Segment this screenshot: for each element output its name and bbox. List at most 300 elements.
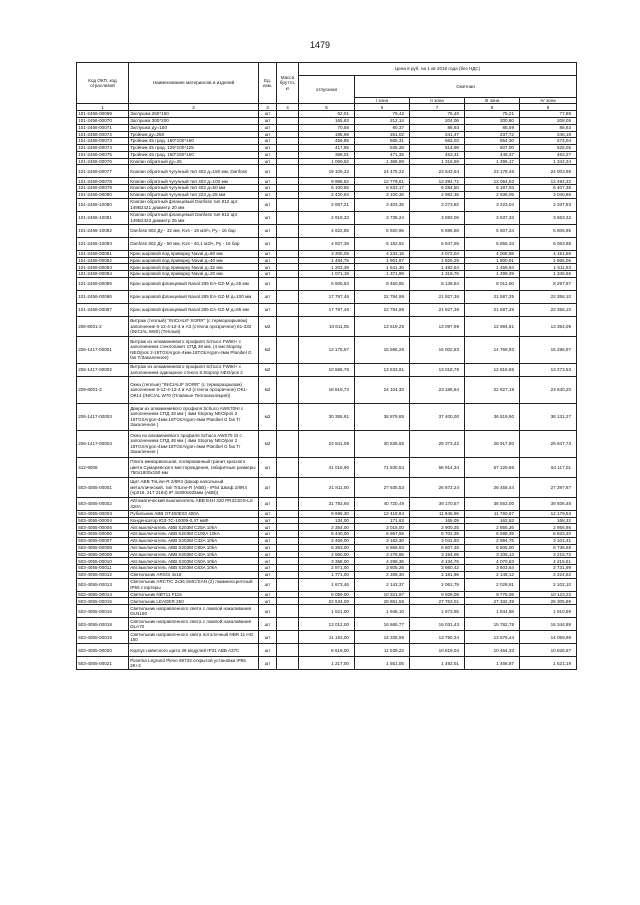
price-zone-2: 10 619,04 (410, 644, 465, 657)
price-zone-3: 3 537,33 (465, 211, 520, 224)
item-code: 101-2456-00087 (77, 303, 129, 316)
item-name: Плита мемориальная, полированный гранит красного цвета Сумаревского месторождения, габаритные размеры 750х1800х150 мм (129, 457, 259, 477)
item-mass (277, 510, 299, 517)
price-zone-2: 3 041,93 (410, 538, 465, 545)
header-price-title: Цена в руб. на 1 кв 2018 года (без НДС) (299, 63, 577, 76)
price-zone-4: 168,32 (520, 517, 577, 524)
price-zone-3: 5 855,33 (465, 237, 520, 250)
item-unit: шт (259, 151, 277, 158)
table-row (77, 363, 577, 376)
price-zone-1: 2 268,30 (355, 571, 410, 578)
price-zone-3: 12 894,81 (465, 316, 520, 336)
item-mass (277, 303, 299, 316)
item-code: 101-2456-00081 (77, 250, 129, 257)
price-zone-3: 1 844,88 (465, 605, 520, 618)
column-number: 4 (277, 104, 299, 111)
item-unit: шт (259, 271, 277, 278)
item-code: 503-4055-00012 (77, 571, 129, 578)
item-name: Заглушка ду=150 (129, 124, 259, 131)
table-row (77, 336, 577, 363)
price-zone-4: 3 731,99 (520, 565, 577, 572)
item-unit: шт (259, 644, 277, 657)
price-zone-4: 22 356,10 (520, 303, 577, 316)
price-zone-2: 5 947,59 (410, 237, 465, 250)
item-mass (277, 250, 299, 257)
price-release: 165,63 (299, 117, 355, 124)
price-zone-3: 200,90 (465, 117, 520, 124)
price-zone-2: 204,06 (410, 117, 465, 124)
price-zone-2: 2 061,79 (410, 578, 465, 591)
table-row (77, 224, 577, 237)
price-zone-1: 71 630,54 (355, 457, 410, 477)
price-zone-4: 14 059,98 (520, 631, 577, 644)
item-unit: шт (259, 303, 277, 316)
item-mass (277, 457, 299, 477)
price-release: 12 175,97 (299, 336, 355, 363)
price-zone-3: 12 064,63 (465, 178, 520, 185)
price-release: 11 193,00 (299, 631, 355, 644)
price-zone-2: 2 982,35 (410, 191, 465, 198)
price-zone-2: 6 607,48 (410, 544, 465, 551)
price-zone-3: 26 455,44 (465, 477, 520, 497)
item-unit: шт (259, 544, 277, 551)
item-unit: шт (259, 138, 277, 145)
price-zone-2: 13 018,78 (410, 363, 465, 376)
item-unit: шт (259, 117, 277, 124)
table-row (77, 290, 577, 303)
item-code: 503-4055-00002 (77, 497, 129, 510)
price-zone-3: 3 223,04 (465, 198, 520, 211)
table-row (77, 198, 577, 211)
price-zone-3: 2 994,75 (465, 538, 520, 545)
column-number: 1 (77, 104, 129, 111)
price-zone-3: 38 563,00 (465, 497, 520, 510)
price-zone-4: 13 354,09 (520, 316, 577, 336)
item-code: 503-4055-00001 (77, 477, 129, 497)
item-unit: шт (259, 250, 277, 257)
table-row (77, 497, 577, 510)
price-release: 417,95 (299, 145, 355, 152)
item-mass (277, 618, 299, 631)
item-name: Авт.выключатель ABB S203M C80A 10kA (129, 544, 259, 551)
table-row (77, 124, 577, 131)
price-release: 456,89 (299, 138, 355, 145)
price-zone-1: 171,63 (355, 517, 410, 524)
item-unit: шт (259, 524, 277, 531)
price-zone-2: 453,41 (410, 151, 465, 158)
price-zone-2: 6 702,35 (410, 531, 465, 538)
price-zone-1: 4 298,36 (355, 558, 410, 565)
price-zone-1: 30 536,65 (355, 430, 410, 457)
header-name: Наименование материалов и изделий (129, 63, 259, 104)
price-release: 1 521,00 (299, 605, 355, 618)
price-zone-2: 3 273,82 (410, 198, 465, 211)
table-row (77, 517, 577, 524)
item-unit: шт (259, 158, 277, 165)
price-zone-2: 5 695,58 (410, 224, 465, 237)
item-unit: шт (259, 264, 277, 271)
price-release: 195,99 (299, 131, 355, 138)
price-zone-1: 90,37 (355, 124, 410, 131)
item-name: Кран шаровой под приварку Naval д=80 мм (129, 250, 259, 257)
price-release: 62,01 (299, 111, 355, 118)
item-name: Кран шаровой фланцевый Naval 285 EA-GZ-M д=100 мм (129, 290, 259, 303)
price-zone-4: 1 345,56 (520, 271, 577, 278)
item-mass (277, 124, 299, 131)
price-release: 31 793,60 (299, 497, 355, 510)
item-code: 503-4055-00010 (77, 558, 129, 565)
price-zone-3: 6 505,00 (465, 544, 520, 551)
item-code: 503-4055-00008 (77, 544, 129, 551)
price-zone-4: 3 101,41 (520, 538, 577, 545)
header-unit: Ед. изм. (259, 63, 277, 104)
price-zone-4: 4 215,61 (520, 558, 577, 565)
table-row (77, 257, 577, 264)
item-mass (277, 571, 299, 578)
price-zone-3: 5 607,24 (465, 224, 520, 237)
price-zone-1: 212,14 (355, 117, 410, 124)
price-zone-1: 2 143,37 (355, 578, 410, 591)
item-mass (277, 185, 299, 192)
price-release: 19 109,32 (299, 165, 355, 178)
item-mass (277, 403, 299, 430)
price-zone-1: 16 665,77 (355, 618, 410, 631)
item-code: 206-1417-00002 (77, 363, 129, 376)
price-release: 70,56 (299, 124, 355, 131)
price-zone-2: 68 914,34 (410, 457, 465, 477)
price-zone-2: 27 763,01 (410, 598, 465, 605)
price-zone-3: 2 855,26 (465, 524, 520, 531)
item-mass (277, 631, 299, 644)
price-zone-3: 14 769,93 (465, 336, 520, 363)
price-zone-1: 3 735,24 (355, 211, 410, 224)
item-name: Витраж из алюминиевого профиля Schuco FW50+ с заполнением одинарное стекло 8 Stopray NEO/pos 2 (129, 363, 259, 376)
table-row (77, 191, 577, 198)
header-zone-1: I зона (355, 97, 410, 104)
item-code: 503-4055-00015 (77, 598, 129, 605)
item-unit: шт (259, 165, 277, 178)
item-code: 101-2456-00075 (77, 151, 129, 158)
item-code: 101-2456-00080 (77, 191, 129, 198)
item-name: Светильник NBT11 F115 (129, 591, 259, 598)
item-name: Корпус навесного щита 36 модулей IP31 ABB A37C (129, 644, 259, 657)
table-row (77, 551, 577, 558)
item-unit: шт (259, 145, 277, 152)
item-code: 503-4055-00003 (77, 510, 129, 517)
item-unit: шт (259, 185, 277, 192)
price-zone-4: 1 521,19 (520, 657, 577, 670)
item-unit: шт (259, 211, 277, 224)
price-zone-3: 8 012,60 (465, 277, 520, 290)
price-table-body (77, 111, 577, 670)
item-code: 503-4055-00007 (77, 538, 129, 545)
table-row (77, 571, 577, 578)
column-number: 3 (259, 104, 277, 111)
item-unit: шт (259, 657, 277, 670)
price-zone-3: 4 070,63 (465, 558, 520, 565)
item-code: 101-2456-00082 (77, 257, 129, 264)
item-unit: шт (259, 571, 277, 578)
item-code: 101-2456-10081 (77, 211, 129, 224)
item-code: 503-4055-00018 (77, 618, 129, 631)
price-zone-4: 23 640,20 (520, 376, 577, 403)
table-row (77, 598, 577, 605)
item-code: 503-4055-00006 (77, 531, 129, 538)
table-row (77, 316, 577, 336)
table-row (77, 145, 577, 152)
price-zone-4: 24 003,98 (520, 165, 577, 178)
price-zone-1: 5 920,95 (355, 224, 410, 237)
price-zone-4: 77,89 (520, 111, 577, 118)
price-release: 23 841,08 (299, 430, 355, 457)
price-zone-2: 4 072,04 (410, 250, 465, 257)
price-zone-1: 251,02 (355, 131, 410, 138)
item-mass (277, 316, 299, 336)
item-mass (277, 657, 299, 670)
column-number: 6 (355, 104, 410, 111)
item-name: Кран шаровой под приварку Naval д=20 мм (129, 271, 259, 278)
item-code: 206-1417-00004 (77, 430, 129, 457)
price-zone-4: 208,05 (520, 117, 577, 124)
price-release: 4 622,85 (299, 224, 355, 237)
price-zone-4: 27 397,67 (520, 477, 577, 497)
price-zone-1: 13 619,25 (355, 316, 410, 336)
price-zone-2: 165,09 (410, 517, 465, 524)
price-zone-2: 241,47 (410, 131, 465, 138)
price-zone-1: 24 104,30 (355, 376, 410, 403)
price-zone-3: 85,59 (465, 124, 520, 131)
price-zone-1: 1 551,05 (355, 657, 410, 670)
item-name: Кран шаровой под приварку Naval д=40 мм (129, 257, 259, 264)
item-name: Авт.выключатель ABB S203M C25A 10kA (129, 524, 259, 531)
item-code: 206-1417-00003 (77, 403, 129, 430)
price-zone-4: 16 344,89 (520, 618, 577, 631)
item-name: Тройник 45 град. 125*100*125 (129, 145, 259, 152)
item-code: 101-2456-00073 (77, 138, 129, 145)
price-zone-3: 36 819,90 (465, 403, 520, 430)
price-release: 4 827,39 (299, 237, 355, 250)
price-zone-2: 23 186,84 (410, 376, 465, 403)
price-zone-2: 13 097,99 (410, 316, 465, 336)
item-name: Заглушка 250*150 (129, 111, 259, 118)
price-zone-1: 3 100,36 (355, 191, 410, 198)
item-name: Авт.выключатель ABB S203M C40A 10kA (129, 551, 259, 558)
item-code: 503-4055-00005 (77, 524, 129, 531)
item-code: 503-4055-00011 (77, 565, 129, 572)
item-code: 101-2456-00079 (77, 185, 129, 192)
price-zone-2: 75,40 (410, 111, 465, 118)
item-unit: шт (259, 191, 277, 198)
price-release: 5 363,00 (299, 544, 355, 551)
price-zone-2: 39 170,57 (410, 497, 465, 510)
price-zone-2: 1 873,95 (410, 605, 465, 618)
price-zone-2: 86,93 (410, 124, 465, 131)
item-mass (277, 578, 299, 591)
price-zone-4: 2 102,10 (520, 578, 577, 591)
table-row (77, 250, 577, 257)
item-unit: шт (259, 598, 277, 605)
price-zone-1: 1 541,30 (355, 264, 410, 271)
table-row (77, 277, 577, 290)
item-mass (277, 565, 299, 572)
price-zone-3: 13 576,44 (465, 631, 520, 644)
item-mass (277, 477, 299, 497)
price-zone-1: 15 596,26 (355, 336, 410, 363)
table-row (77, 644, 577, 657)
table-row (77, 477, 577, 497)
item-name: Светильник направленного света потолочный NBR 11 HG 150 (129, 631, 259, 644)
price-zone-2: 514,98 (410, 145, 465, 152)
table-row (77, 558, 577, 565)
price-zone-3: 162,53 (465, 517, 520, 524)
table-row (77, 185, 577, 192)
table-row (77, 657, 577, 670)
price-zone-4: 2 224,62 (520, 571, 577, 578)
item-code: 503-4055-00021 (77, 657, 129, 670)
price-zone-1: 6 868,93 (355, 544, 410, 551)
item-unit: м2 (259, 403, 277, 430)
price-zone-1: 3 278,85 (355, 551, 410, 558)
item-name: Двери из алюминиевого профиля Schuco AWS70HI с заполнением СПД 48 мм ( 4мм Stopray NEO/pos 2 18TGI/Argon-4мм-18TGI/Argon-4мм Planibel G fas T/Закаленное ) (129, 403, 259, 430)
item-unit: м2 (259, 336, 277, 363)
price-zone-4: 8 297,97 (520, 277, 577, 290)
price-release: 1 673,46 (299, 578, 355, 591)
price-release: 10 566,76 (299, 363, 355, 376)
price-zone-2: 1 829,29 (410, 257, 465, 264)
price-zone-1: 3 162,30 (355, 538, 410, 545)
item-mass (277, 544, 299, 551)
item-mass (277, 644, 299, 657)
price-release: 2 657,21 (299, 198, 355, 211)
price-zone-4: 29 947,73 (520, 430, 577, 457)
table-row (77, 538, 577, 545)
price-zone-1: 1 948,10 (355, 605, 410, 618)
price-zone-2: 2 181,96 (410, 571, 465, 578)
item-unit: шт (259, 605, 277, 618)
price-zone-3: 2 936,09 (465, 191, 520, 198)
price-zone-4: 22 356,10 (520, 290, 577, 303)
price-zone-2: 4 134,76 (410, 558, 465, 565)
table-row (77, 138, 577, 145)
price-zone-2: 29 373,42 (410, 430, 465, 457)
item-unit: шт (259, 257, 277, 264)
item-unit: шт (259, 477, 277, 497)
item-unit: шт (259, 277, 277, 290)
item-name: Розетка Legrand Plexo 69733 открытой установки IP55 2К+3 (129, 657, 259, 670)
item-code: 503-4055-00020 (77, 644, 129, 657)
price-zone-4: 462,27 (520, 151, 577, 158)
price-release: 3 358,00 (299, 558, 355, 565)
table-row (77, 151, 577, 158)
item-code: 101-2456-00071 (77, 124, 129, 131)
price-zone-3: 6 187,03 (465, 185, 520, 192)
item-mass (277, 277, 299, 290)
price-zone-1: 1 901,67 (355, 257, 410, 264)
price-release: 5 440,00 (299, 531, 355, 538)
item-name: Клапан обратный чугунный тип 402 д=50 мм (129, 185, 259, 192)
item-mass (277, 165, 299, 178)
price-zone-3: 21 587,25 (465, 290, 520, 303)
price-zone-4: 574,04 (520, 138, 577, 145)
price-zone-4: 1 865,06 (520, 257, 577, 264)
table-row (77, 524, 577, 531)
price-release: 21 811,00 (299, 477, 355, 497)
item-code: 209-8001-3 (77, 376, 129, 403)
price-zone-4: 10 123,22 (520, 591, 577, 598)
price-zone-1: 22 794,99 (355, 290, 410, 303)
price-zone-4: 6 063,88 (520, 237, 577, 250)
column-number: 2 (129, 104, 259, 111)
item-name: Светильник ARCTIC 2x36 SMC/SAN (2) люминесцентный IP65 стартеры (129, 578, 259, 591)
item-unit: шт (259, 631, 277, 644)
price-zone-1: 585,31 (355, 138, 410, 145)
price-release: 1 069,62 (299, 158, 355, 165)
price-zone-3: 27 332,39 (465, 598, 520, 605)
price-zone-3: 11 760,67 (465, 510, 520, 517)
item-unit: шт (259, 198, 277, 211)
price-zone-2: 1 492,01 (410, 657, 465, 670)
price-zone-1: 27 935,53 (355, 477, 410, 497)
price-zone-3: 1 299,29 (465, 271, 520, 278)
price-release: 1 771,00 (299, 571, 355, 578)
price-zone-2: 563,03 (410, 138, 465, 145)
price-zone-1: 6 182,92 (355, 237, 410, 250)
price-zone-4: 6 736,68 (520, 544, 577, 551)
item-mass (277, 237, 299, 250)
price-release: 5 100,85 (299, 185, 355, 192)
item-code: 101-2456-00083 (77, 264, 129, 271)
price-zone-3: 12 816,65 (465, 363, 520, 376)
price-zone-1: 24 475,22 (355, 165, 410, 178)
item-unit: шт (259, 178, 277, 185)
header-estimate-price: Сметная (355, 76, 577, 97)
item-code: 206-8001-2 (77, 316, 129, 336)
item-code: 101-2456-00077 (77, 165, 129, 178)
price-zone-1: 1 371,98 (355, 271, 410, 278)
price-zone-4: 6 833,40 (520, 531, 577, 538)
price-release: 1 203,39 (299, 264, 355, 271)
item-code: 101-2456-00085 (77, 277, 129, 290)
item-mass (277, 211, 299, 224)
item-name: Светильник направленного света с лампой накаливания DLN160 (129, 605, 259, 618)
item-name: Danfoss 802 Ду - 50 мм, Kvs - 40,1 м3/ч, Ру - 16 бар (129, 237, 259, 250)
price-zone-2: 1 319,76 (410, 271, 465, 278)
item-mass (277, 198, 299, 211)
item-code: 101-2456-00084 (77, 271, 129, 278)
item-unit: шт (259, 111, 277, 118)
table-row (77, 178, 577, 185)
table-row (77, 618, 577, 631)
price-zone-1: 28 861,55 (355, 598, 410, 605)
item-mass (277, 551, 299, 558)
price-zone-4: 6 407,38 (520, 185, 577, 192)
price-zone-3: 67 129,66 (465, 457, 520, 477)
table-row (77, 117, 577, 124)
item-mass (277, 605, 299, 618)
item-mass (277, 151, 299, 158)
item-code: 503-4055-00019 (77, 631, 129, 644)
price-zone-1: 11 039,22 (355, 644, 410, 657)
item-mass (277, 538, 299, 545)
item-mass (277, 178, 299, 185)
item-name: Danfoss 802 Ду - 32 мм, Kvs - 18 м3/ч, Ру - 16 бар (129, 224, 259, 237)
item-name: Авт.выключатель ABB S203M C63A 10kA (129, 565, 259, 572)
item-mass (277, 271, 299, 278)
item-mass (277, 558, 299, 565)
price-release: 2 916,33 (299, 211, 355, 224)
price-zone-3: 23 178,46 (465, 165, 520, 178)
page-number: 1479 (309, 40, 331, 50)
